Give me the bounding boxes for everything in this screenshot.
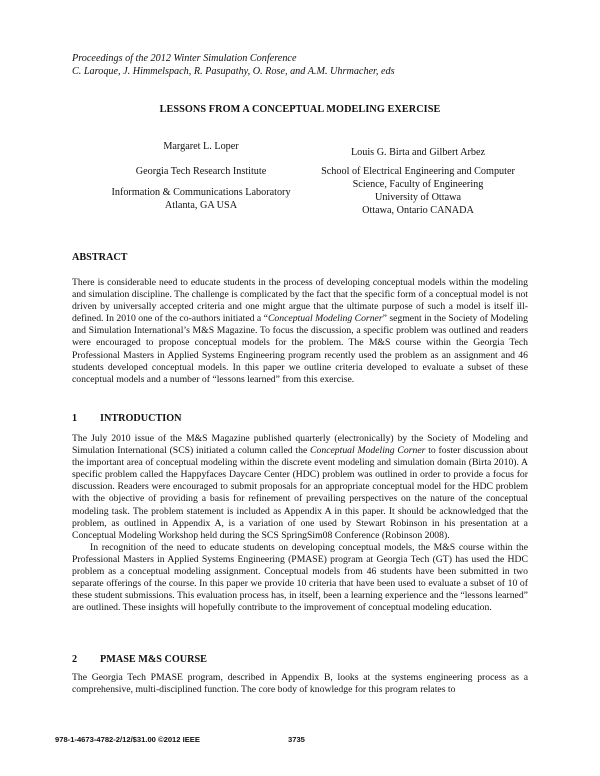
abstract-body [72,277,528,386]
section-number: 2 [72,654,78,665]
author-affiliation: Science, Faculty of Engineering [352,179,484,190]
author-location: Atlanta, GA USA [164,200,238,211]
section-title: INTRODUCTION [100,413,182,424]
abstract-italic: Conceptual Modeling Corner [267,313,383,325]
proceedings-title: Proceedings of the 2012 Winter Simulation Conference [72,53,297,64]
abstract-text: There is considerable need to educate students in the process of developing conceptual models within the modeling and simulation discipline. The challenge is complicated by the fact that the specific form of a conceptual model is not driven by universally accepted criteria and one might argue that the ultimate purpose of such a model is itself ill-defined. In 2010 one of the co-authors initiated a “ [72,277,528,325]
author-block-right [302,146,534,217]
footer-isbn: 978-1-4673-4782-2/12/$31.00 ©2012 IEEE [55,735,200,744]
author-name: Margaret L. Loper [163,141,239,152]
proceedings-header [72,52,395,78]
pmase-body [72,672,528,696]
abstract-text: ” segment in the Society of Modeling and Simulation International’s M&S Magazine. To focus the discussion, a specific problem was outlined and readers were encouraged to propose conceptual models for the problem. The M&S course within the Georgia Tech Professional Masters in Applied Systems Engineering program recently used the problem as an assignment and 46 students developed conceptual models. In this paper we outline criteria developed to evaluate a subset of these conceptual models and a number of “lessons learned” from this exercise. [72,313,528,385]
author-location: Ottawa, Ontario CANADA [362,205,474,216]
paragraph-text: The July 2010 issue of the M&S Magazine published quarterly (electronically) by the Society of Modeling and Simulation International (SCS) initiated a column called the [72,433,528,457]
paragraph-text: In recognition of the need to educate students on developing conceptual models, the M&S course within the Professional Masters in Applied Systems Engineering (PMASE) program at Georgia Tech (GT) has used the HDC problem as a conceptual modeling assignment. Conceptual models from 46 students have been submitted in two separate offerings of the course. In this paper we provide 10 criteria that have been used to evaluate a subset of 10 of these student submissions. This evaluation process has, in itself, been a learning experience and the “lessons learned” are outlined. These insights will hopefully contribute to the improvement of conceptual modeling education. [72,541,528,614]
paragraph-italic: Conceptual Modeling Corner [310,445,426,457]
introduction-body [72,433,528,614]
proceedings-editors: C. Laroque, J. Himmelspach, R. Pasupathy, O. Rose, and A.M. Uhrmacher, eds [72,66,395,77]
author-block-left [90,140,312,212]
paper-title: LESSONS FROM A CONCEPTUAL MODELING EXERCISE [159,104,441,115]
section-heading-pmase [72,654,207,665]
author-affiliation: School of Electrical Engineering and Computer [321,166,515,177]
author-affiliation: Information & Communications Laboratory [111,187,291,198]
author-name: Louis G. Birta and Gilbert Arbez [350,147,486,158]
section-number: 1 [72,413,78,424]
section-heading-introduction [72,413,182,424]
footer-page-number: 3735 [288,735,305,744]
abstract-heading: ABSTRACT [72,252,128,263]
paragraph-text: The Georgia Tech PMASE program, described in Appendix B, looks at the systems engineering process as a comprehensive, multi-disciplined function. The core body of knowledge for this program relates to [72,672,528,696]
section-title: PMASE M&S COURSE [100,654,207,665]
paragraph-text: to foster discussion about the important area of conceptual modeling within the discrete event modeling and simulation domain (Birta 2010). A specific problem called the Happyfaces Daycare Center (HDC) problem was outlined in order to provide a focus for discussion. Readers were encouraged to submit proposals for an appropriate conceptual model for the HDC problem with the objective of providing a basis for refinement of prevailing perspectives on the nature of the conceptual modeling task. The problem statement is included as Appendix A in this paper. It should be acknowledged that the problem, as outlined in Appendix A, is a variation of one used by Stewart Robinson in his presentation at a Conceptual Modeling Workshop held during the SCS SpringSim08 Conference (Robinson 2008). [72,445,529,541]
author-affiliation: Georgia Tech Research Institute [135,166,267,177]
author-affiliation: University of Ottawa [374,192,461,203]
